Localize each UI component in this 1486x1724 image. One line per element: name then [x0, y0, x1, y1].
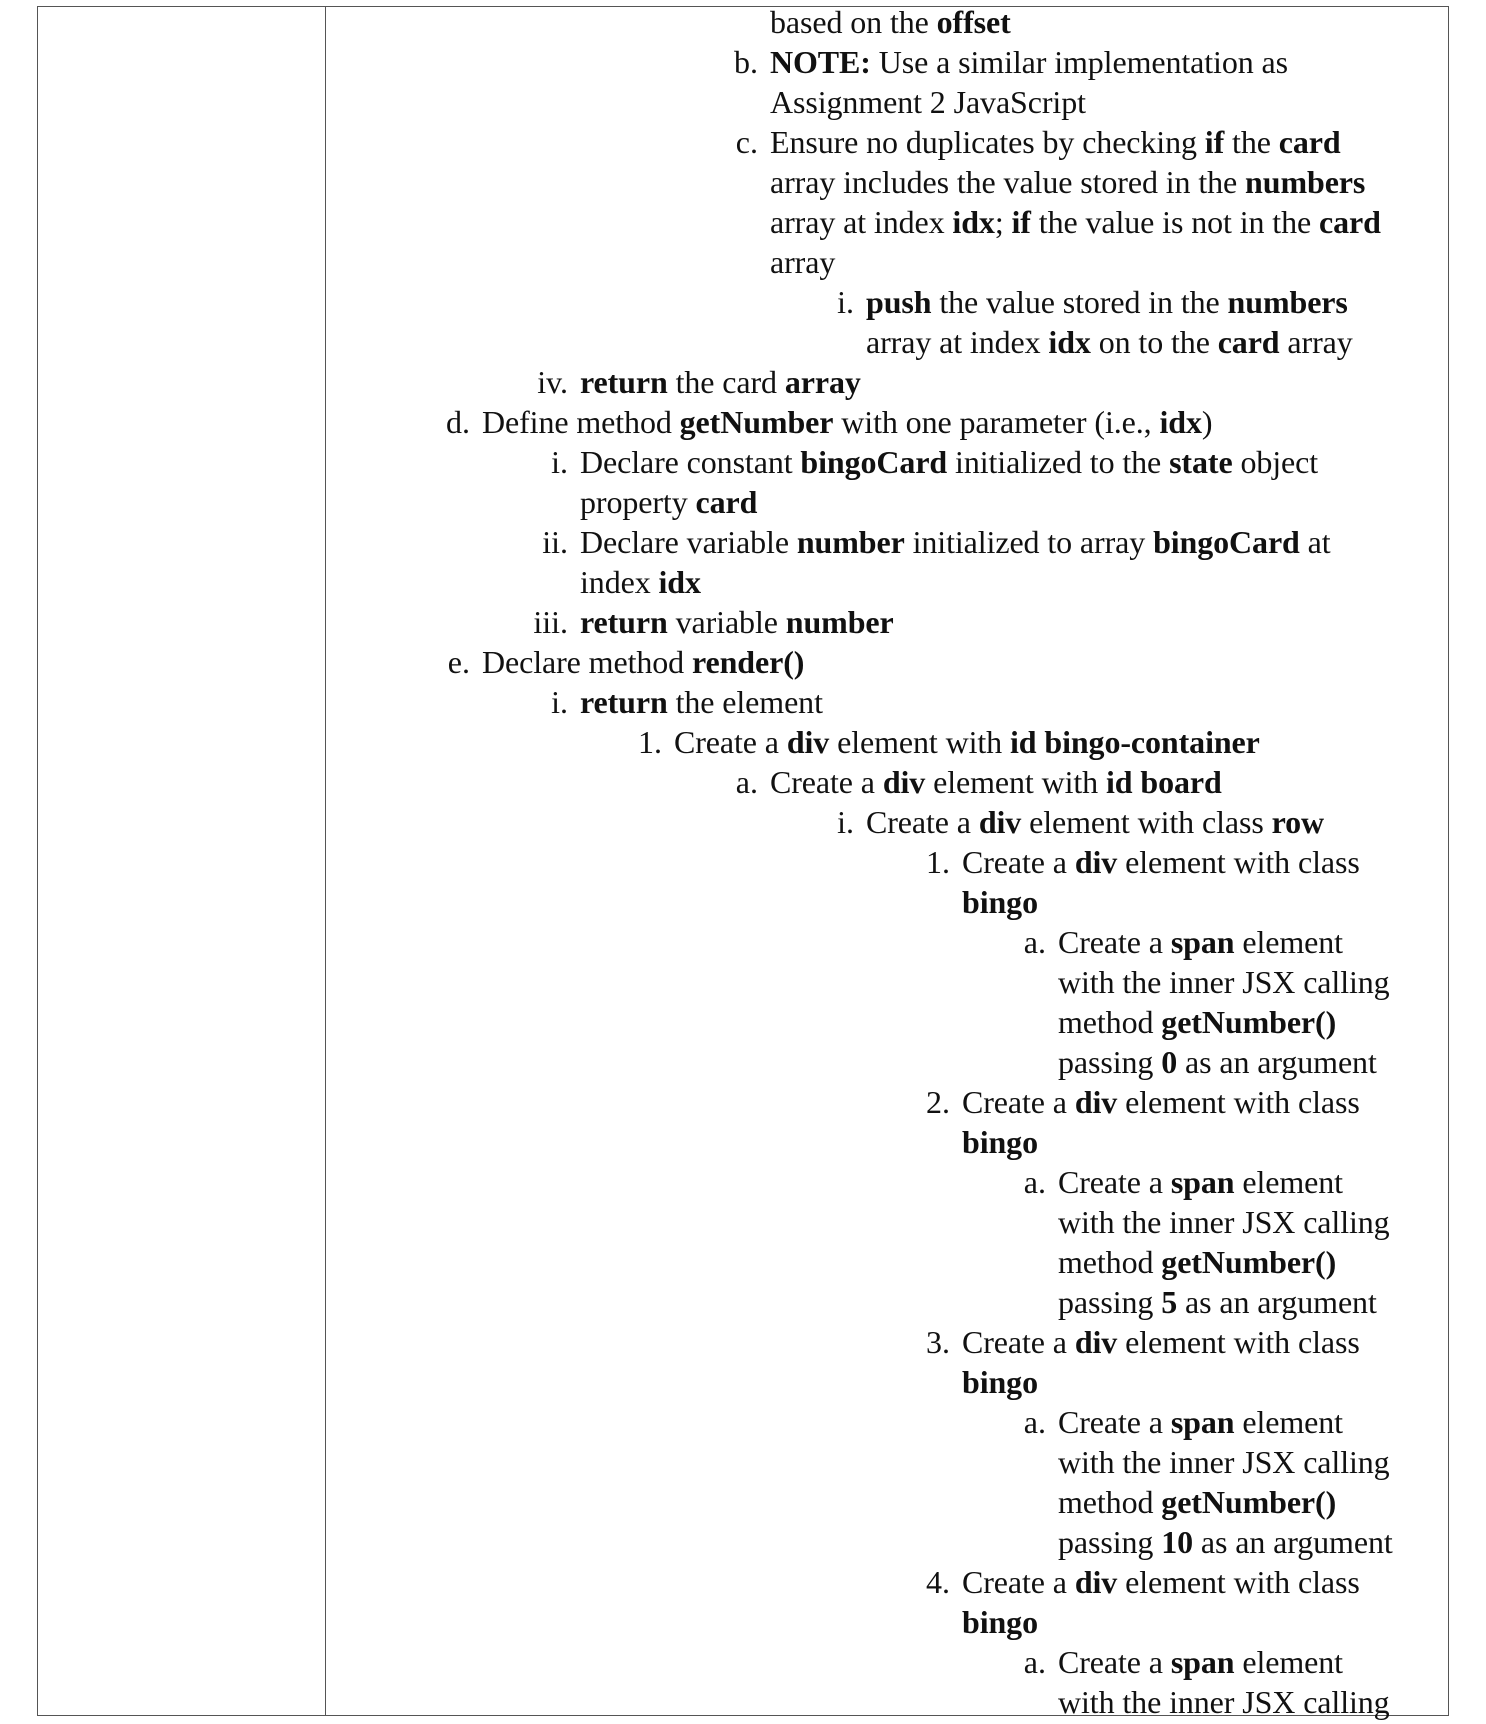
list-item-text: Create a span element	[1058, 1164, 1343, 1200]
list-item-text: Declare method render()	[482, 644, 805, 680]
list-item-text: Ensure no duplicates by checking if the card	[770, 124, 1341, 160]
list-marker: i.	[837, 284, 854, 320]
list-item-text: Declare variable number initialized to array bingoCard at	[580, 524, 1331, 560]
list-item-text: Create a div element with id board	[770, 764, 1222, 800]
list-marker: c.	[735, 124, 758, 160]
list-item-text: return variable number	[580, 604, 894, 640]
list-item-text: Create a div element with class row	[866, 804, 1325, 840]
list-item-text: bingo	[962, 884, 1038, 920]
list-marker: a.	[735, 764, 758, 800]
list-marker: i.	[551, 444, 568, 480]
list-item-text: passing 5 as an argument	[1058, 1284, 1377, 1320]
list-item-text: Create a span element	[1058, 1404, 1343, 1440]
list-marker: 1.	[926, 844, 950, 880]
list-marker: d.	[446, 404, 470, 440]
list-marker: a.	[1023, 1644, 1046, 1680]
list-marker: 2.	[926, 1084, 950, 1120]
list-marker: a.	[1023, 1164, 1046, 1200]
list-item-text: array	[770, 244, 836, 280]
list-item-text: with the inner JSX calling	[1058, 964, 1390, 1000]
list-item-text: Declare constant bingoCard initialized to the state object	[580, 444, 1319, 480]
list-item-text: with the inner JSX calling	[1058, 1684, 1390, 1720]
list-item-text: Create a span element	[1058, 1644, 1343, 1680]
column-divider	[325, 6, 326, 1716]
list-marker: a.	[1023, 1404, 1046, 1440]
list-item-text: return the card array	[580, 364, 861, 400]
list-item-text: Create a span element	[1058, 924, 1343, 960]
list-item-text: based on the offset	[770, 4, 1011, 40]
list-item-text: passing 10 as an argument	[1058, 1524, 1393, 1560]
list-marker: iv.	[537, 364, 568, 400]
list-marker: iii.	[533, 604, 568, 640]
list-item-text: with the inner JSX calling	[1058, 1444, 1390, 1480]
list-marker: e.	[447, 644, 470, 680]
list-item-text: with the inner JSX calling	[1058, 1204, 1390, 1240]
list-marker: 3.	[926, 1324, 950, 1360]
list-marker: 4.	[926, 1564, 950, 1600]
list-item-text: Create a div element with class	[962, 844, 1360, 880]
list-item-text: Assignment 2 JavaScript	[770, 84, 1086, 120]
list-item-text: Create a div element with class	[962, 1564, 1360, 1600]
list-item-text: Create a div element with class	[962, 1324, 1360, 1360]
list-item-text: push the value stored in the numbers	[866, 284, 1348, 320]
list-item-text: index idx	[580, 564, 701, 600]
list-item-text: method getNumber()	[1058, 1244, 1337, 1280]
list-item-text: bingo	[962, 1124, 1038, 1160]
list-item-text: return the element	[580, 684, 823, 720]
list-item-text: method getNumber()	[1058, 1004, 1337, 1040]
list-item-text: Define method getNumber with one parameter (i.e., idx)	[482, 404, 1213, 440]
list-marker: i.	[837, 804, 854, 840]
list-marker: b.	[734, 44, 758, 80]
list-item-text: NOTE: Use a similar implementation as	[770, 44, 1289, 80]
list-marker: ii.	[542, 524, 568, 560]
list-item-text: Create a div element with id bingo-container	[674, 724, 1260, 760]
list-item-text: bingo	[962, 1604, 1038, 1640]
list-item-text: method getNumber()	[1058, 1484, 1337, 1520]
list-marker: a.	[1023, 924, 1046, 960]
list-item-text: bingo	[962, 1364, 1038, 1400]
list-item-text: array at index idx; if the value is not in the card	[770, 204, 1381, 240]
list-item-text: array at index idx on to the card array	[866, 324, 1353, 360]
list-marker: i.	[551, 684, 568, 720]
list-item-text: Create a div element with class	[962, 1084, 1360, 1120]
list-item-text: array includes the value stored in the numbers	[770, 164, 1366, 200]
list-marker: 1.	[638, 724, 662, 760]
list-item-text: passing 0 as an argument	[1058, 1044, 1377, 1080]
list-item-text: property card	[580, 484, 758, 520]
